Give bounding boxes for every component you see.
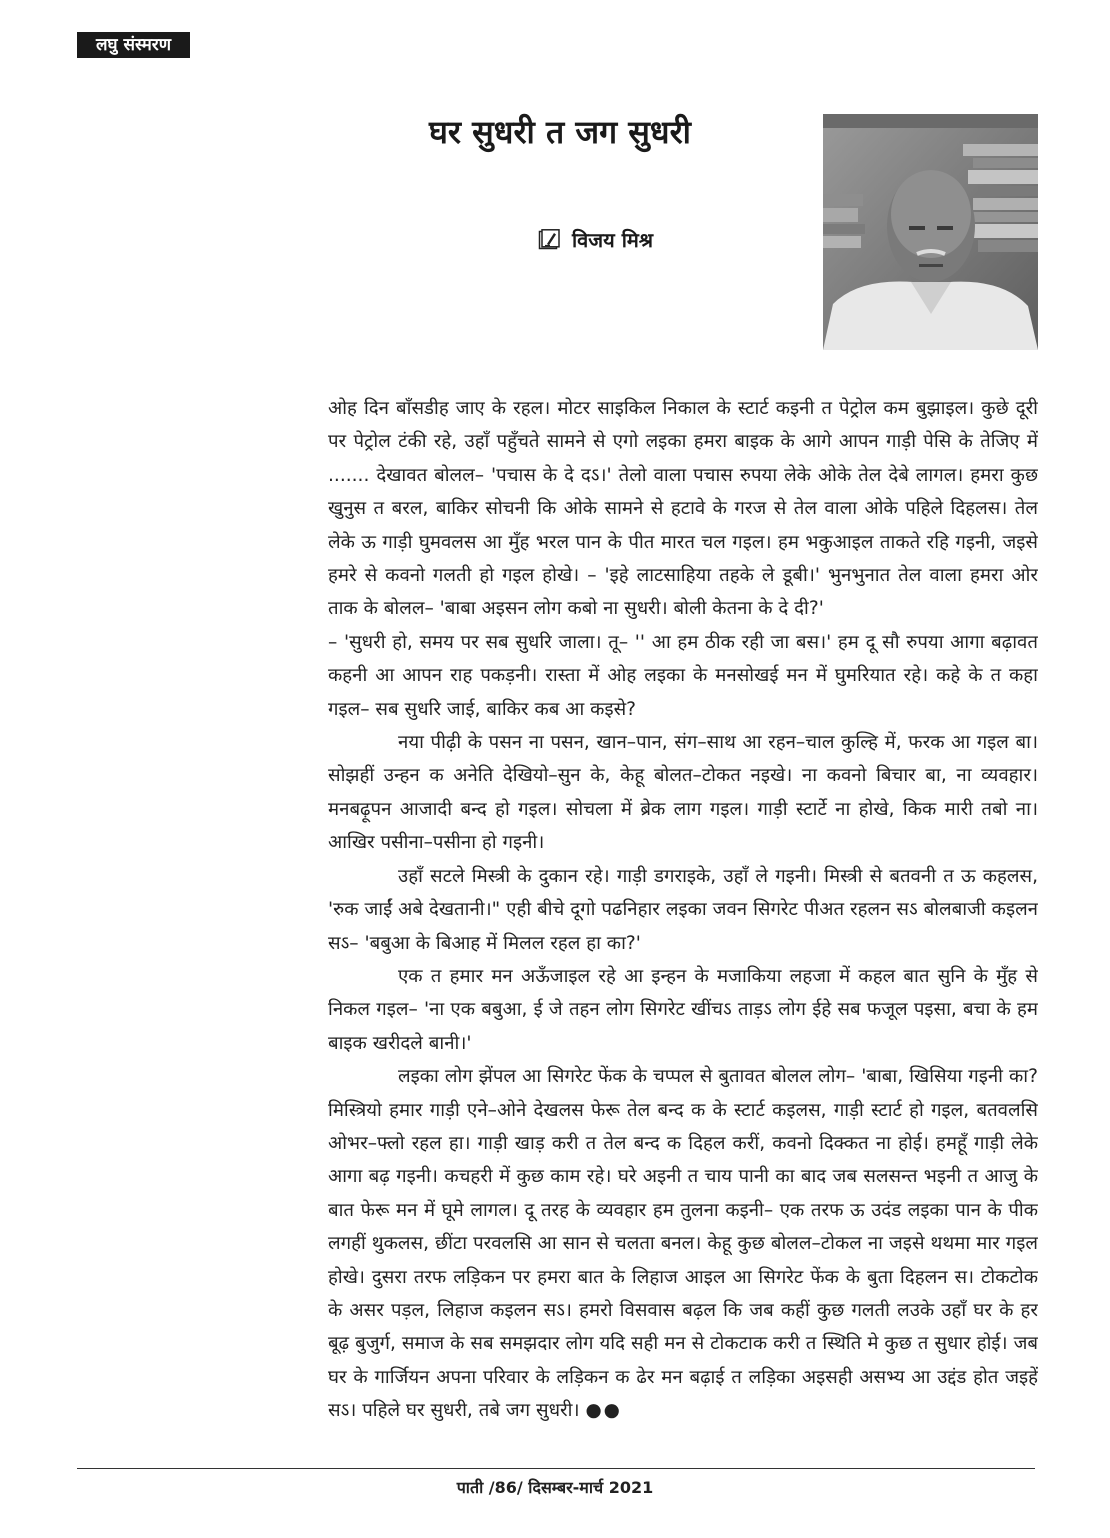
footer-rule [77, 1468, 1035, 1469]
author-name: विजय मिश्र [572, 228, 654, 252]
paragraph: नया पीढ़ी के पसन ना पसन, खान–पान, संग–साथ आ रहन–चाल कुल्हि में, फरक आ गइल बा। सोझहीं उन्हन क अनेति देखियो–सुन के, केहू बोलत–टोकत नइखे। ना कवनो बिचार बा, ना व्यवहार। मनबढ़ूपन आजादी बन्द हो गइल। सोचला में ब्रेक लाग गइल। गाड़ी स्टार्टे ना होखे, किक मारी तबो ना। आखिर पसीना–पसीना हो गइनी। [328, 732, 1038, 854]
author-photo [823, 114, 1038, 350]
paragraph: – 'सुधरी हो, समय पर सब सुधरि जाला। तू– '' आ हम ठीक रही जा बस।' हम दू सौ रुपया आगा बढ़ावत कहनी आ आपन राह पकड़नी। रास्ता में ओह लइका के मनसोखई मन में घुमरियात रहे। कहे के त कहा गइल– सब सुधरि जाई, बाकिर कब आ कइसे? [328, 631, 1038, 720]
end-mark: ●● [585, 1400, 622, 1422]
page-footer: पाती /86/ दिसम्बर-मार्च 2021 [456, 1478, 654, 1497]
article-title: घर सुधरी त जग सुधरी [429, 113, 691, 151]
paragraph [328, 1060, 1038, 1427]
pen-writing-icon [538, 229, 560, 251]
byline [538, 226, 653, 253]
paragraph: एक त हमार मन अऊँजाइल रहे आ इन्हन के मजाकिया लहजा में कहल बात सुनि के मुँह से निकल गइल– 'ना एक बबुआ, ई जे तहन लोग सिगरेट खींचऽ ताड़ऽ लोग ईहे सब फजूल पइसा, बचा के हम बाइक खरीदले बानी।' [328, 965, 1038, 1054]
paragraph-text: लइका लोग झेंपल आ सिगरेट फेंक के चप्पल से बुतावत बोलल लोग– 'बाबा, खिसिया गइनी का? मिस्त्रियो हमार गाड़ी एने–ओने देखलस फेरू तेल बन्द क के स्टार्ट कइलस, गाड़ी स्टार्ट हो गइल, बतवलसि ओभर–फ्लो रहल हा। गाड़ी खाड़ करी त तेल बन्द क दिहल करीं, कवनो दिक्कत ना होई। हमहूँ गाड़ी लेके आगा बढ़ गइनी। कचहरी में कुछ काम रहे। घरे अइनी त चाय पानी का बाद जब सलसन्त भइनी त आजु के बात फेरू मन में घूमे लागल। दू तरह के व्यवहार हम तुलना कइनी– एक तरफ ऊ उदंड लइका पान के पीक लगहीं थुकलस, छींटा परवलसि आ सान से चलता बनल। केहू कुछ बोलल–टोकल ना जइसे थथमा मार गइल होखे। दुसरा तरफ लड़िकन पर हमरा बात के लिहाज आइल आ सिगरेट फेंक के बुता दिहलन स। टोकटोक के असर पड़ल, लिहाज कइलन सऽ। हमरो विसवास बढ़ल कि जब कहीं कुछ गलती लउके उहाँ घर के हर बूढ़ बुजुर्ग, समाज के सब समझदार लोग यदि सही मन से टोकटाक करी त स्थिति मे कुछ त सुधार होई। जब घर के गार्जियन अपना परिवार के लड़िकन क ढेर मन बढ़ाई त लड़िका अइसही असभ्य आ उद्दंड होत जइहें सऽ। पहिले घर सुधरी, तबे जग सुधरी। [328, 1066, 1038, 1422]
section-tag: लघु संस्मरण [77, 32, 190, 58]
paragraph: उहाँ सटले मिस्त्री के दुकान रहे। गाड़ी डगराइके, उहाँ ले गइनी। मिस्त्री से बतवनी त ऊ कहलस, 'रुक जाईं अबे देखतानी।" एही बीचे दूगो पढनिहार लइका जवन सिगरेट पीअत रहलन सऽ बोलबाजी कइलन सऽ– 'बबुआ के बिआह में मिलल रहल हा का?' [328, 865, 1038, 954]
article-body [328, 392, 1038, 1432]
paragraph: ओह दिन बाँसडीह जाए के रहल। मोटर साइकिल निकाल के स्टार्ट कइनी त पेट्रोल कम बुझाइल। कुछे दूरी पर पेट्रोल टंकी रहे, उहाँ पहुँचते सामने से एगो लइका हमरा बाइक के आगे आपन गाड़ी पेसि के तेजिए में ....... देखावत बोलल– 'पचास के दे दऽ।' तेलो वाला पचास रुपया लेके ओके तेल देबे लागल। हमरा कुछ खुनुस त बरल, बाकिर सोचनी कि ओके सामने से हटावे के गरज से तेल वाला ओके पहिले दिहलस। तेल लेके ऊ गाड़ी घुमवलस आ मुँह भरल पान के पीत मारत चल गइल। हम भकुआइल ताकते रहि गइनी, जइसे हमरे से कवनो गलती हो गइल होखे। – 'इहे लाटसाहिया तहके ले डूबी।' भुनभुनात तेल वाला हमरा ओर ताक के बोलल– 'बाबा अइसन लोग कबो ना सुधरी। बोली केतना के दे दी?' [328, 398, 1038, 620]
